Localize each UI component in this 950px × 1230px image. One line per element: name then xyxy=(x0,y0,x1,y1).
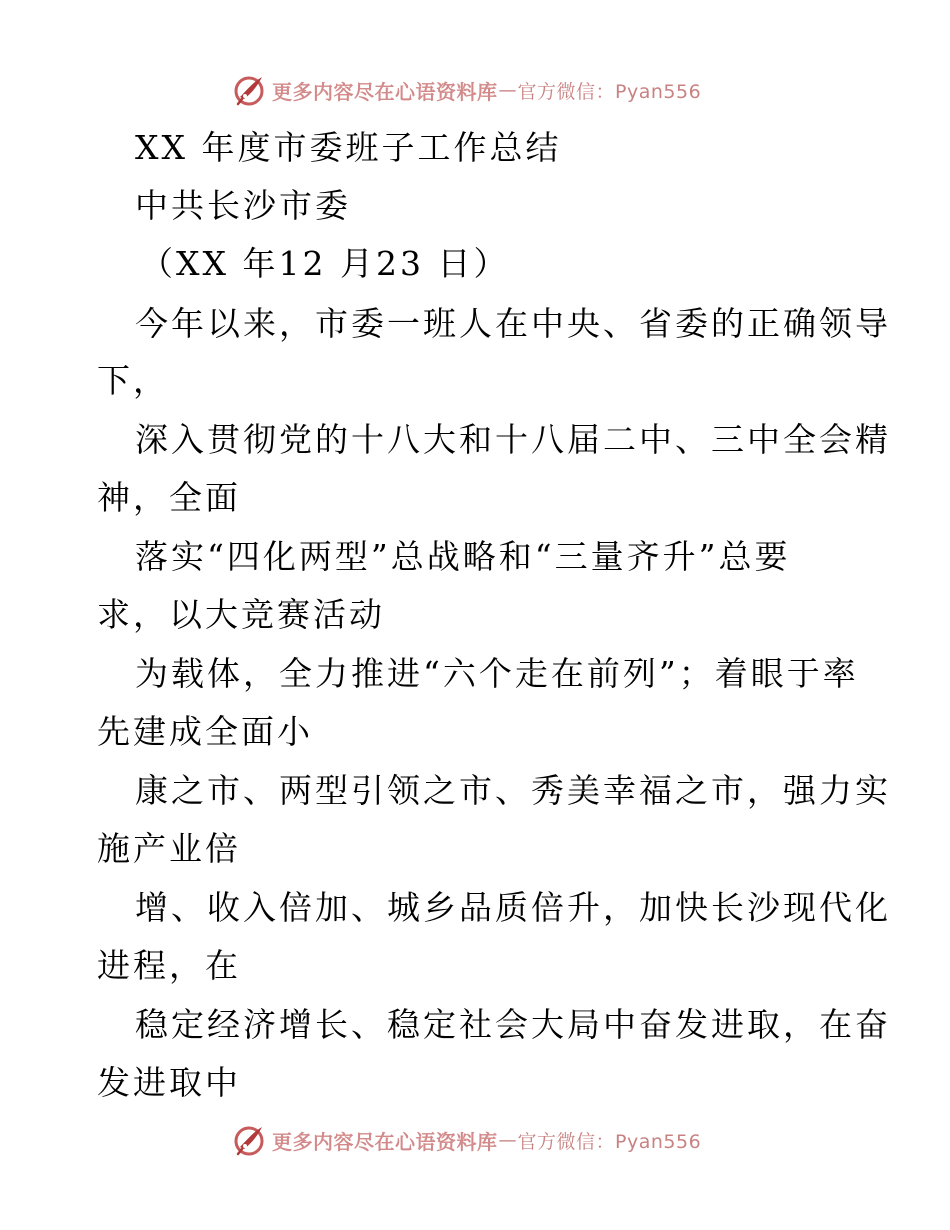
watermark-lead-text: 更多内容尽在心语资料库 xyxy=(272,1129,498,1154)
paragraph-line: 求，以大竞赛活动 xyxy=(97,595,385,634)
paragraph-line: 神，全面 xyxy=(97,478,241,517)
document-date: （XX 年12 月23 日） xyxy=(140,244,510,283)
paragraph-line: 康之市、两型引领之市、秀美幸福之市，强力实 xyxy=(135,771,891,810)
paragraph-line: 落实“四化两型”总战略和“三量齐升”总要 xyxy=(135,537,791,576)
paragraph-line: 稳定经济增长、稳定社会大局中奋发进取，在奋 xyxy=(135,1005,891,1044)
document-author: 中共长沙市委 xyxy=(135,186,351,225)
paragraph-line: 为载体，全力推进“六个走在前列”；着眼于率 xyxy=(135,654,859,693)
watermark-dash: — xyxy=(498,79,517,101)
paragraph-line: 先建成全面小 xyxy=(97,712,313,751)
document-title: XX 年度市委班子工作总结 xyxy=(135,128,562,167)
paragraph-line: 增、收入倍加、城乡品质倍升，加快长沙现代化 xyxy=(135,888,891,927)
watermark-wechat-text: 官方微信：Pyan556 xyxy=(517,80,702,103)
watermark-lead-text: 更多内容尽在心语资料库 xyxy=(272,79,498,104)
paragraph-line: 发进取中 xyxy=(97,1063,241,1102)
watermark-dash: — xyxy=(498,1129,517,1151)
quill-pen-logo-icon xyxy=(232,1123,266,1157)
watermark-wechat-text: 官方微信：Pyan556 xyxy=(517,1130,702,1153)
paragraph-line: 施产业倍 xyxy=(97,829,241,868)
paragraph-line: 进程，在 xyxy=(97,946,241,985)
footer-watermark xyxy=(232,1122,701,1158)
paragraph-line: 下， xyxy=(97,361,169,400)
paragraph-line: 今年以来，市委一班人在中央、省委的正确领导 xyxy=(135,304,891,343)
paragraph-line: 深入贯彻党的十八大和十八届二中、三中全会精 xyxy=(135,420,891,459)
